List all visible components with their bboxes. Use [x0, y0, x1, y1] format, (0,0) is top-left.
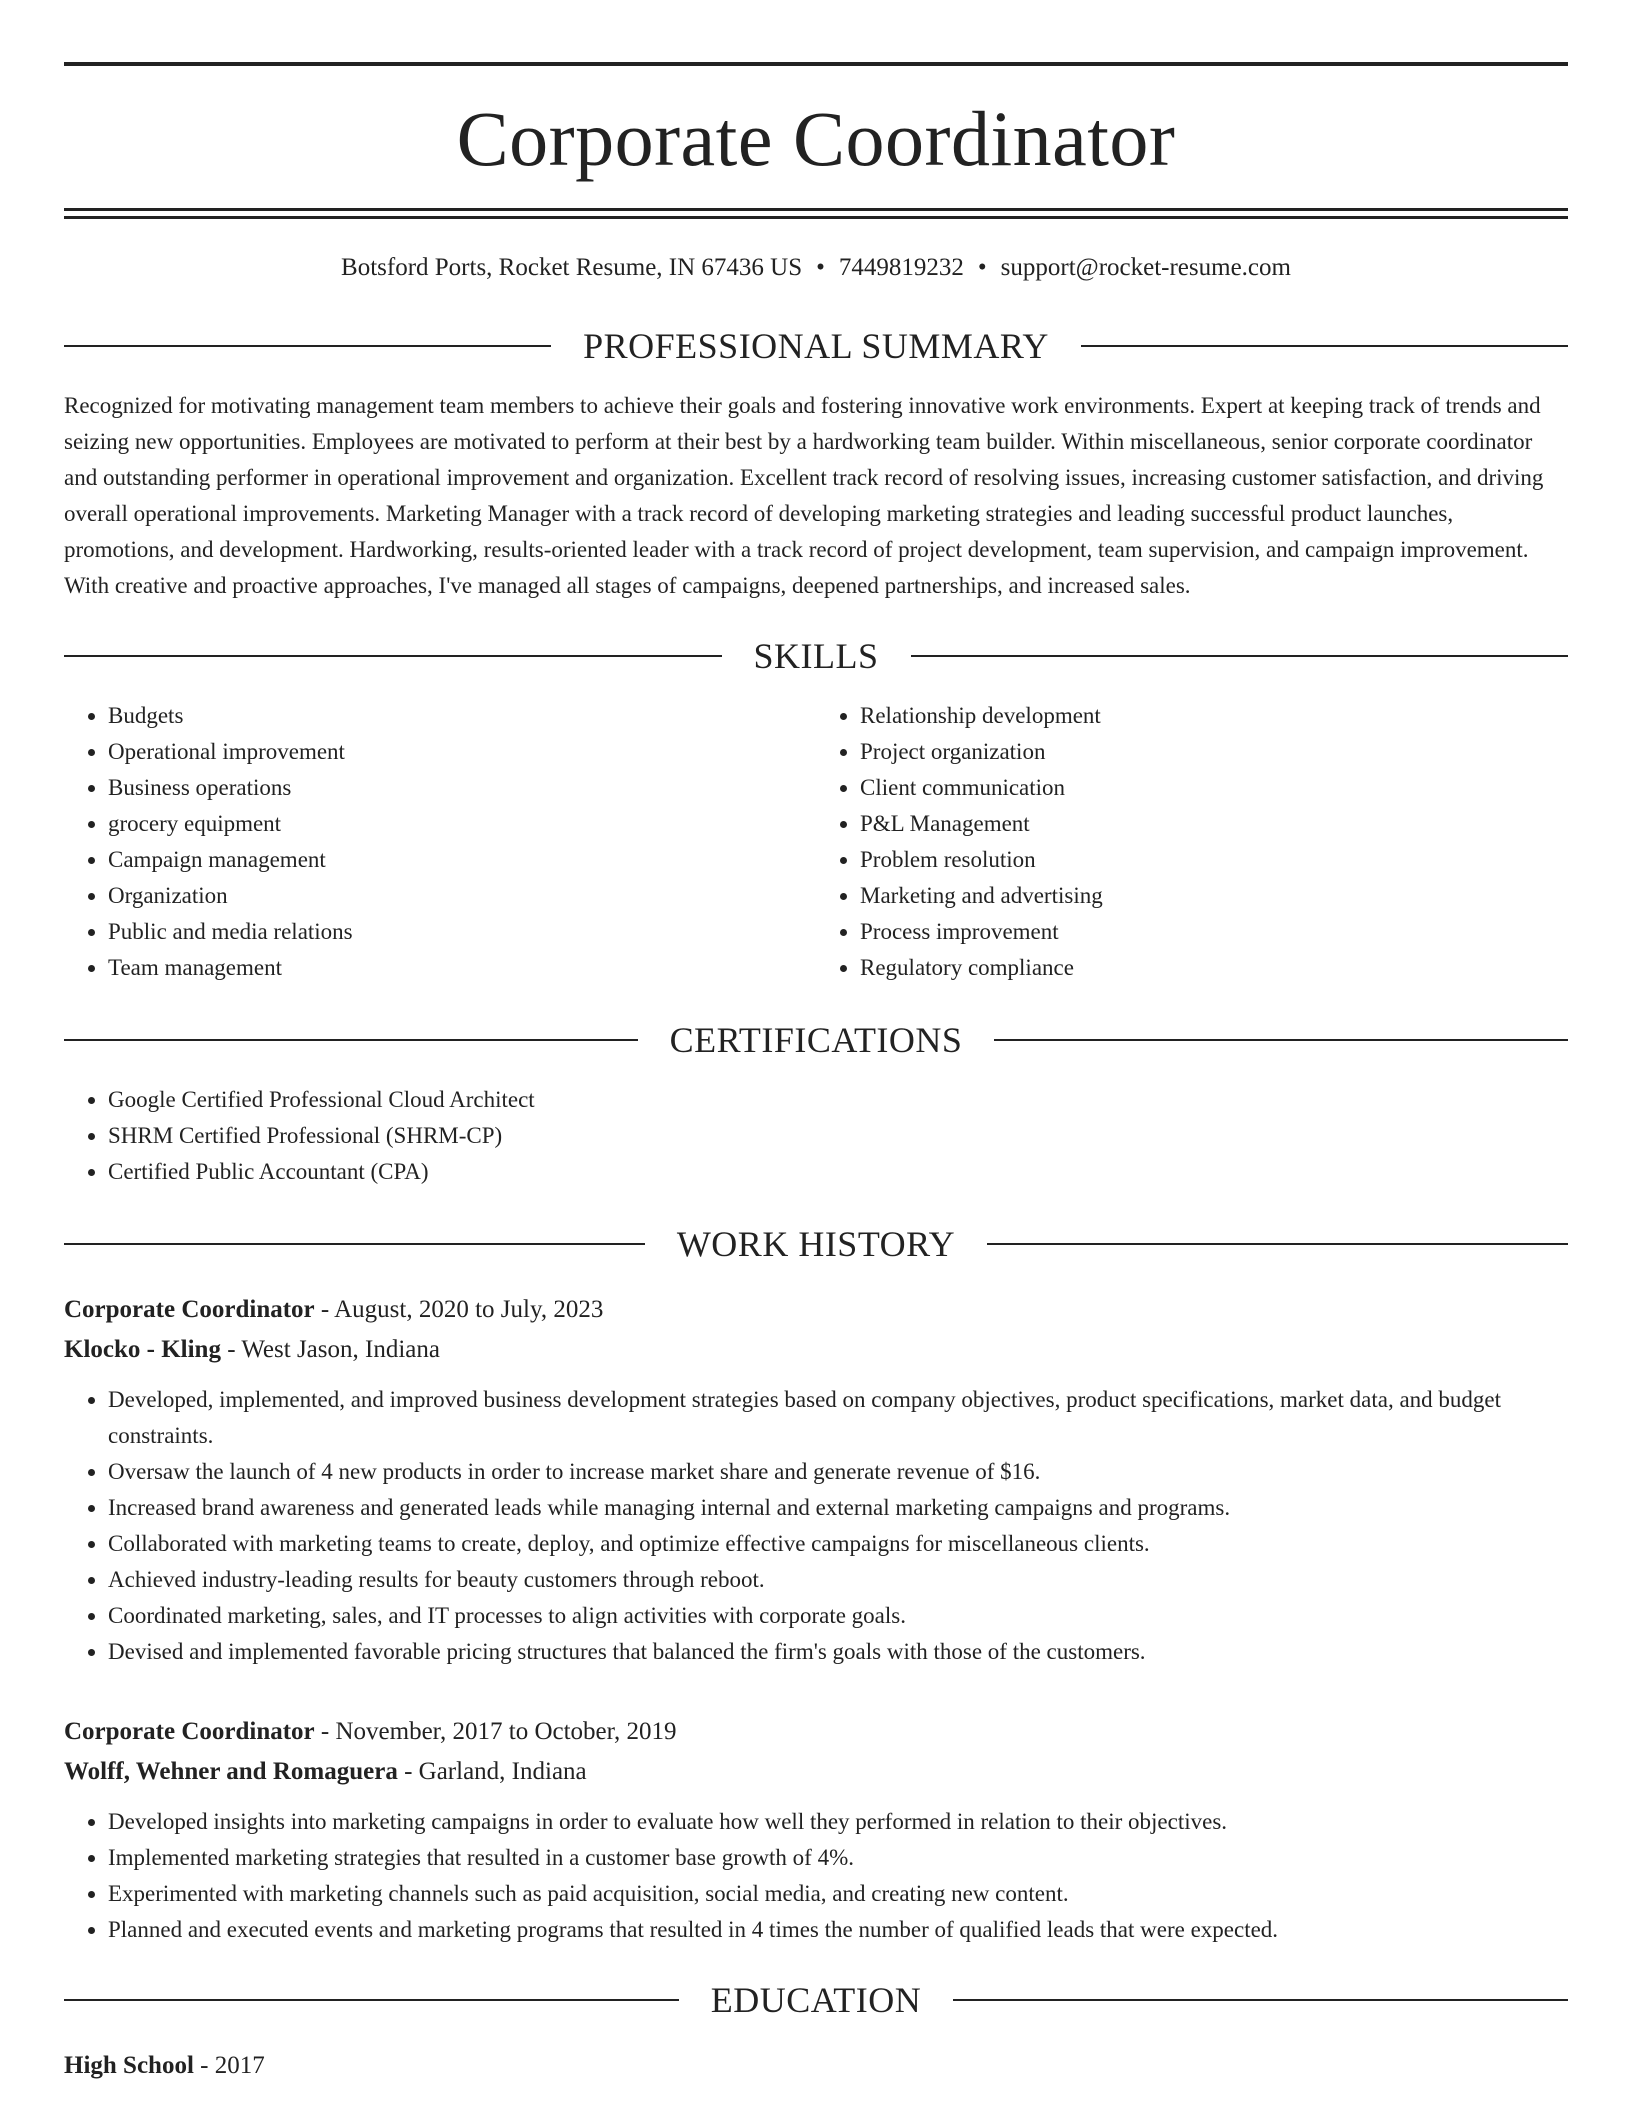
contact-line: [64, 255, 1568, 280]
heading-rule: [953, 1999, 1568, 2001]
list-item: • Developed insights into marketing campaigns in order to evaluate how well they performed in relation to their objectives.: [108, 1804, 1568, 1840]
list-item: • Certified Public Accountant (CPA): [108, 1154, 1568, 1190]
section-heading-summary: [64, 328, 1568, 364]
job-bullets: [64, 1804, 1568, 1948]
list-item: • Oversaw the launch of 4 new products in order to increase market share and generate revenue of $16.: [108, 1454, 1568, 1490]
job-location: - Garland, Indiana: [397, 1758, 587, 1785]
summary-text: Recognized for motivating management team members to achieve their goals and fostering innovative work environments. Expert at keeping track of trends and seizing new opportunities. Employees are motivated to perform at their best by a hardworking team builder. Within miscellaneous, senior corporate coordinator and outstanding performer in operational improvement and organization. Excellent track record of resolving issues, increasing customer satisfaction, and driving overall operational improvements. Marketing Manager with a track record of developing marketing strategies and leading successful product launches, promotions, and development. Hardworking, results-oriented leader with a track record of project development, team supervision, and campaign improvement. With creative and proactive approaches, I've managed all stages of campaigns, deepened partnerships, and increased sales.: [64, 393, 1544, 598]
list-item: • Operational improvement: [108, 734, 816, 770]
section-title: SKILLS: [753, 636, 879, 676]
heading-rule: [64, 1243, 645, 1245]
list-item: • grocery equipment: [108, 806, 816, 842]
section-title: PROFESSIONAL SUMMARY: [583, 326, 1049, 366]
heading-rule: [64, 655, 722, 657]
list-item: • Business operations: [108, 770, 816, 806]
heading-rule: [64, 1039, 638, 1041]
list-item: • Implemented marketing strategies that resulted in a customer base growth of 4%.: [108, 1840, 1568, 1876]
list-item: • Experimented with marketing channels such as paid acquisition, social media, and creating new content.: [108, 1876, 1568, 1912]
heading-rule: [1081, 345, 1568, 347]
list-item: • Developed, implemented, and improved business development strategies based on company objectives, product specifications, market data, and budget constraints.: [108, 1382, 1568, 1454]
education-degree: High School: [64, 2052, 194, 2079]
list-item: • Public and media relations: [108, 914, 816, 950]
skills-list-right: [816, 698, 1568, 986]
section-heading-certifications: [64, 1022, 1568, 1058]
list-item: • Problem resolution: [860, 842, 1568, 878]
section-title: EDUCATION: [710, 1980, 922, 2020]
heading-rule: [911, 655, 1569, 657]
list-item: • Achieved industry-leading results for beauty customers through reboot.: [108, 1562, 1568, 1598]
job-bullets: [64, 1382, 1568, 1670]
list-item: • Budgets: [108, 698, 816, 734]
top-rule: [64, 62, 1568, 66]
contact-email: support@rocket-resume.com: [1000, 254, 1291, 281]
job-entry: [64, 1290, 1568, 1670]
heading-rule: [64, 1999, 679, 2001]
skills-columns: [64, 698, 1568, 986]
contact-separator: •: [977, 254, 987, 281]
list-item: • Campaign management: [108, 842, 816, 878]
section-heading-education: [64, 1982, 1568, 2018]
section-title: CERTIFICATIONS: [669, 1020, 963, 1060]
contact-separator: •: [816, 254, 825, 281]
job-company-line: [64, 1752, 1568, 1792]
work-history: [64, 1290, 1568, 1948]
section-heading-skills: [64, 638, 1568, 674]
certifications-list: [64, 1082, 1568, 1190]
job-dates: - August, 2020 to July, 2023: [314, 1296, 604, 1323]
job-company-line: [64, 1330, 1568, 1370]
list-item: • Regulatory compliance: [860, 950, 1568, 986]
list-item: • Process improvement: [860, 914, 1568, 950]
job-location: - West Jason, Indiana: [220, 1336, 440, 1363]
list-item: • Google Certified Professional Cloud Architect: [108, 1082, 1568, 1118]
education-year: - 2017: [193, 2052, 265, 2079]
job-company: Klocko - Kling: [64, 1336, 221, 1363]
job-role: Corporate Coordinator: [64, 1718, 315, 1745]
list-item: • Team management: [108, 950, 816, 986]
list-item: • Client communication: [860, 770, 1568, 806]
heading-rule: [64, 345, 551, 347]
job-role: Corporate Coordinator: [64, 1296, 315, 1323]
education-entry: [64, 2046, 1568, 2086]
job-title-line: [64, 1290, 1568, 1330]
list-item: • Planned and executed events and marketing programs that resulted in 4 times the number of qualified leads that were expected.: [108, 1912, 1568, 1948]
job-title-line: [64, 1712, 1568, 1752]
list-item: • Increased brand awareness and generated leads while managing internal and external marketing campaigns and programs.: [108, 1490, 1568, 1526]
list-item: • SHRM Certified Professional (SHRM-CP): [108, 1118, 1568, 1154]
list-item: • Relationship development: [860, 698, 1568, 734]
double-rule: [64, 208, 1568, 219]
heading-rule: [987, 1243, 1568, 1245]
job-dates: - November, 2017 to October, 2019: [314, 1718, 677, 1745]
job-company: Wolff, Wehner and Romaguera: [64, 1758, 398, 1785]
heading-rule: [994, 1039, 1568, 1041]
list-item: • Marketing and advertising: [860, 878, 1568, 914]
list-item: • Coordinated marketing, sales, and IT processes to align activities with corporate goals.: [108, 1598, 1568, 1634]
candidate-name: Corporate Coordinator: [456, 95, 1176, 182]
skills-list-left: [64, 698, 816, 986]
section-heading-work: [64, 1226, 1568, 1262]
list-item: • Devised and implemented favorable pricing structures that balanced the firm's goals with those of the customers.: [108, 1634, 1568, 1670]
contact-address: Botsford Ports, Rocket Resume, IN 67436 US: [341, 254, 803, 281]
contact-phone: 7449819232: [838, 254, 964, 281]
list-item: • Organization: [108, 878, 816, 914]
list-item: • Collaborated with marketing teams to create, deploy, and optimize effective campaigns for miscellaneous clients.: [108, 1526, 1568, 1562]
section-title: WORK HISTORY: [676, 1224, 956, 1264]
list-item: • P&L Management: [860, 806, 1568, 842]
job-entry: [64, 1712, 1568, 1948]
list-item: • Project organization: [860, 734, 1568, 770]
